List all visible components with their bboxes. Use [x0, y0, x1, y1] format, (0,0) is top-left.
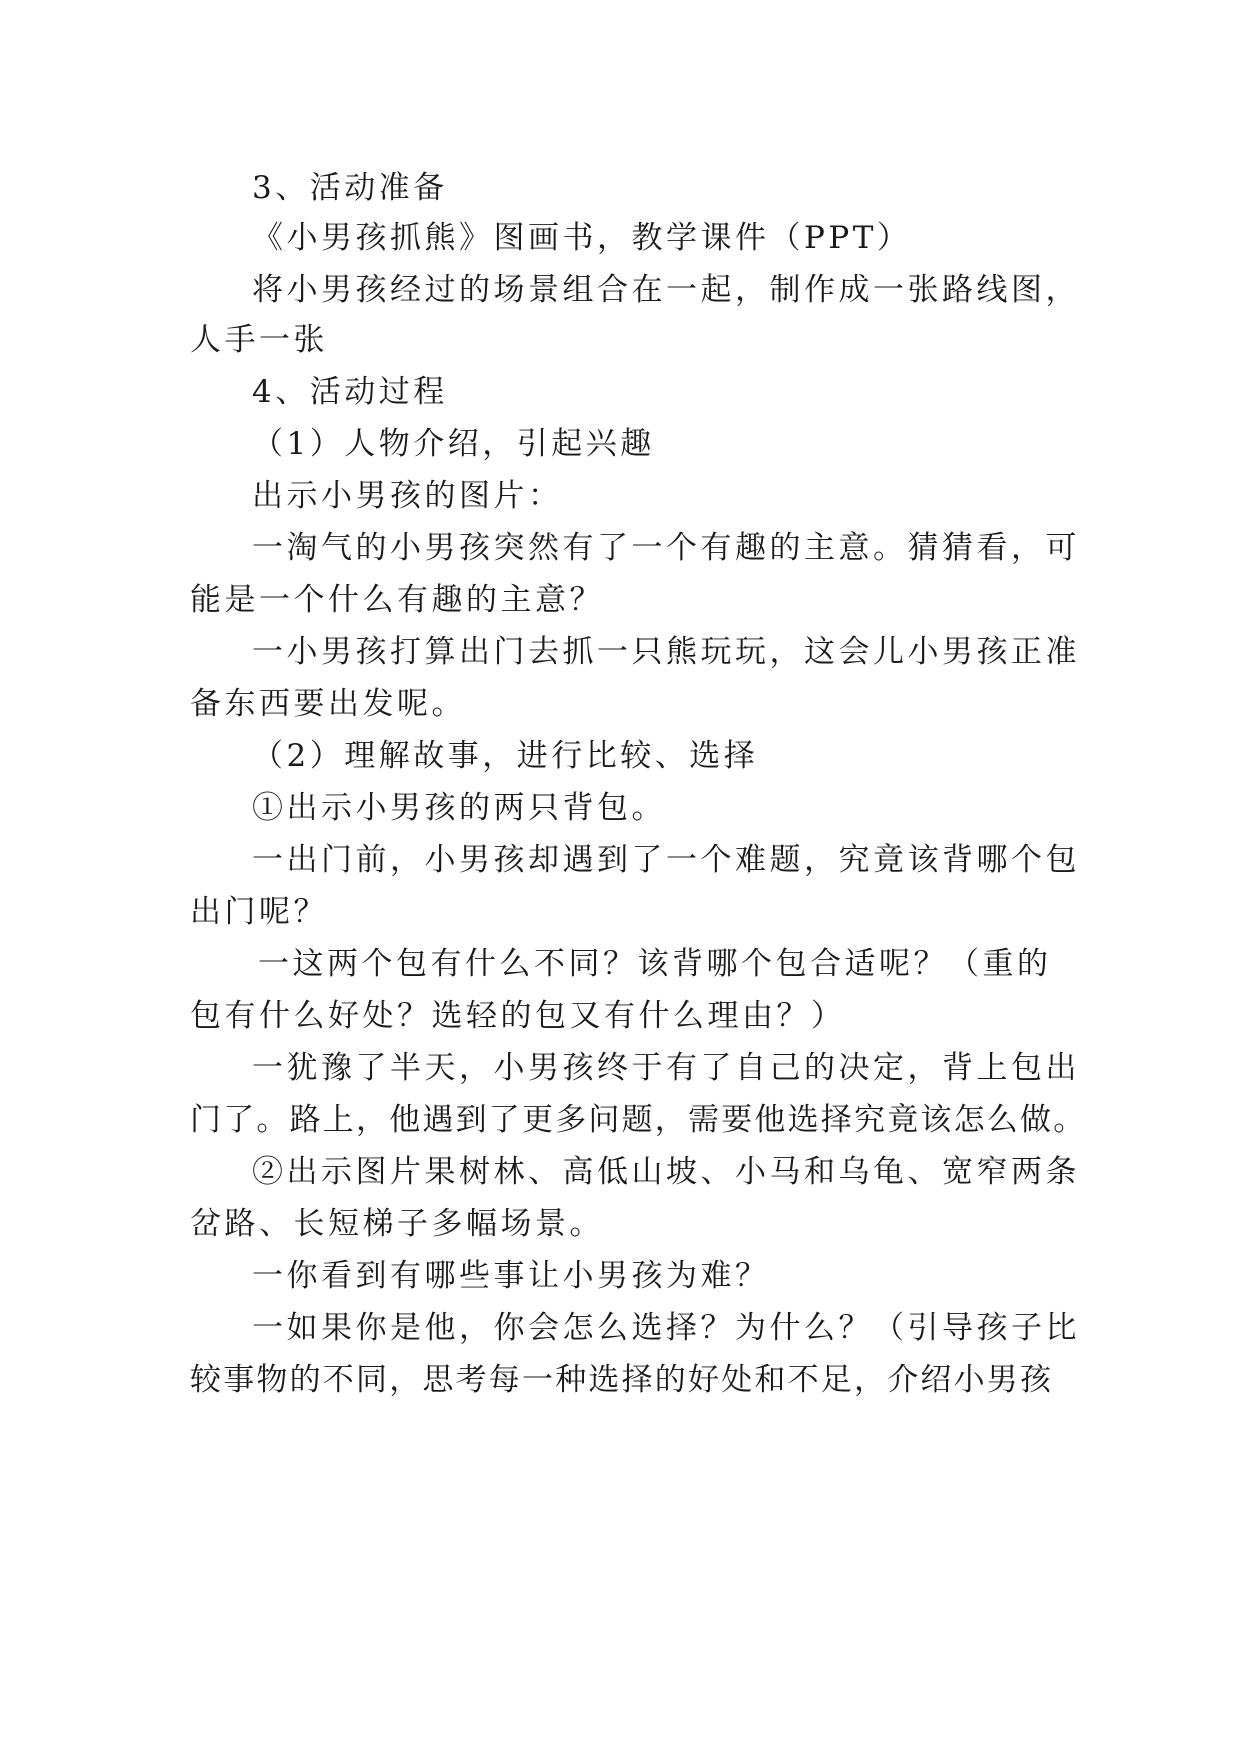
paragraph-line: ②出示图片果树林、高低山坡、小马和乌龟、宽窄两条: [252, 1154, 1080, 1190]
paragraph-line: 一你看到有哪些事让小男孩为难？: [252, 1258, 770, 1294]
paragraph-line: 一犹豫了半天，小男孩终于有了自己的决定，背上包出: [252, 1050, 1080, 1086]
section-heading-process: 4、活动过程: [252, 374, 448, 410]
paragraph-line: 出示小男孩的图片：: [252, 478, 563, 514]
section-heading-preparation: 3、活动准备: [252, 170, 448, 206]
paragraph-line: 岔路、长短梯子多幅场景。: [190, 1206, 604, 1242]
paragraph-line: 一淘气的小男孩突然有了一个有趣的主意。猜猜看，可: [252, 530, 1080, 566]
paragraph-line: 较事物的不同，思考每一种选择的好处和不足，介绍小男孩: [190, 1362, 1054, 1398]
subsection-heading: （1）人物介绍，引起兴趣: [252, 426, 655, 462]
paragraph-line: 一如果你是他，你会怎么选择？为什么？（引导孩子比: [252, 1310, 1080, 1346]
subsection-heading: （2）理解故事，进行比较、选择: [252, 738, 759, 774]
paragraph-line: 门了。路上，他遇到了更多问题，需要他选择究竟该怎么做。: [190, 1102, 1087, 1138]
paragraph-line: 一这两个包有什么不同？该背哪个包合适呢？（重的: [258, 946, 1052, 982]
paragraph-line: 包有什么好处？选轻的包又有什么理由？）: [190, 998, 846, 1034]
paragraph-line: 备东西要出发呢。: [190, 686, 466, 722]
paragraph-line: 将小男孩经过的场景组合在一起，制作成一张路线图，: [252, 272, 1080, 308]
paragraph-line: 《小男孩抓熊》图画书，教学课件（PPT）: [252, 220, 912, 256]
paragraph-line: 能是一个什么有趣的主意？: [190, 582, 604, 618]
paragraph-line: 一小男孩打算出门去抓一只熊玩玩，这会儿小男孩正准: [252, 634, 1080, 670]
paragraph-line: 出门呢？: [190, 894, 328, 930]
paragraph-line: 人手一张: [190, 322, 328, 358]
paragraph-line: 一出门前，小男孩却遇到了一个难题，究竟该背哪个包: [252, 842, 1080, 878]
paragraph-line: ①出示小男孩的两只背包。: [252, 790, 666, 826]
